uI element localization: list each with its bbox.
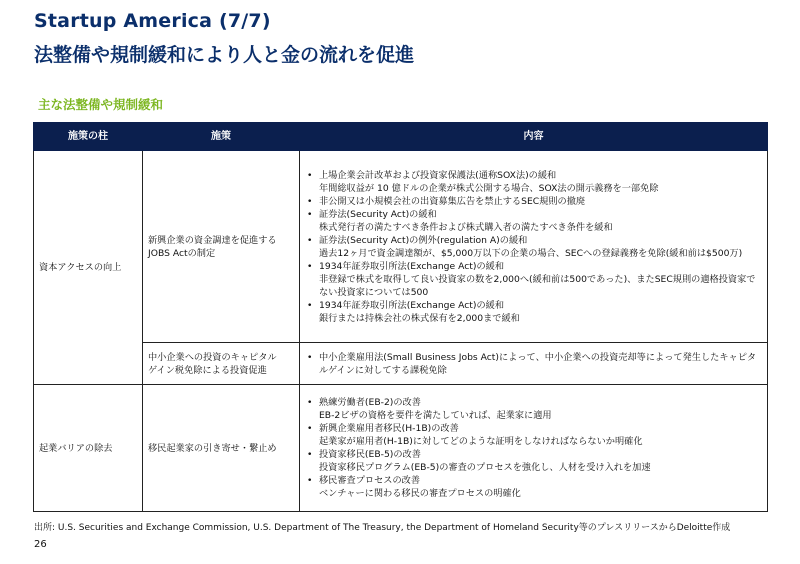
- pillar-cell: 起業バリアの除去: [34, 385, 143, 512]
- content-cell: [300, 151, 768, 343]
- content-list: [305, 169, 762, 325]
- content-cell: [300, 385, 768, 512]
- page-title-line1: Startup America (7/7): [34, 10, 271, 32]
- content-item: • 非公開又は小規模会社の出資募集広告を禁止するSEC規則の撤廃: [305, 195, 762, 208]
- table-header-row: [34, 123, 768, 151]
- content-item: • 新興企業雇用者移民(H-1B)の改善 起業家が雇用者(H-1B)に対してどのような証明をしなければならないか明確化: [305, 422, 762, 448]
- pillar-cell: 資本アクセスの向上: [34, 151, 143, 385]
- content-item: • 1934年証券取引所法(Exchange Act)の緩和 非登録で株式を取得して良い投資家の数を2,000へ(緩和前は500であった)、またSEC規則の適格投資家でない投資家については500: [305, 260, 762, 299]
- content-item: • 証券法(Security Act)の緩和 株式発行者の満たすべき条件および株式購入者の満たすべき条件を緩和: [305, 208, 762, 234]
- column-header-content: 内容: [300, 123, 768, 151]
- column-header-measure: 施策: [143, 123, 300, 151]
- content-list: [305, 351, 762, 377]
- section-subtitle: 主な法整備や規制緩和: [38, 97, 164, 112]
- content-item: • 移民審査プロセスの改善 ベンチャーに関わる移民の審査プロセスの明確化: [305, 474, 762, 500]
- content-item: • 1934年証券取引所法(Exchange Act)の緩和 銀行または持株会社の株式保有を2,000まで緩和: [305, 299, 762, 325]
- content-cell: [300, 343, 768, 385]
- page-title-line2: 法整備や規制緩和により人と金の流れを促進: [34, 44, 415, 66]
- policy-table: [33, 122, 768, 512]
- table-row: [34, 343, 768, 385]
- content-list: [305, 396, 762, 500]
- measure-cell: 移民起業家の引き寄せ・繋止め: [143, 385, 300, 512]
- measure-cell: 新興企業の資金調達を促進する JOBS Actの制定: [143, 151, 300, 343]
- content-item: • 上場企業会計改革および投資家保護法(通称SOX法)の緩和 年間総収益が 10 億ドルの企業が株式公開する場合、SOX法の開示義務を一部免除: [305, 169, 762, 195]
- source-footnote: 出所: U.S. Securities and Exchange Commission, U.S. Department of The Treasury, the Department of Homeland Security等のプレスリリースからDeloitte作成: [34, 523, 731, 533]
- content-item: • 熟練労働者(EB-2)の改善 EB-2ビザの資格を要件を満たしていれば、起業家に適用: [305, 396, 762, 422]
- column-header-pillar: 施策の柱: [34, 123, 143, 151]
- content-item: • 投資家移民(EB-5)の改善 投資家移民プログラム(EB-5)の審査のプロセスを強化し、人材を受け入れを加速: [305, 448, 762, 474]
- table-row: [34, 151, 768, 343]
- table-row: [34, 385, 768, 512]
- content-item: • 中小企業雇用法(Small Business Jobs Act)によって、中小企業への投資売却等によって発生したキャピタルゲインに対してする課税免除: [305, 351, 762, 377]
- content-item: • 証券法(Security Act)の例外(regulation A)の緩和 過去12ヶ月で資金調達額が、$5,000万以下の企業の場合、SECへの登録義務を免除(緩和前は$500万): [305, 234, 762, 260]
- page-number: 26: [34, 539, 47, 550]
- measure-cell: 中小企業への投資のキャピタル ゲイン税免除による投資促進: [143, 343, 300, 385]
